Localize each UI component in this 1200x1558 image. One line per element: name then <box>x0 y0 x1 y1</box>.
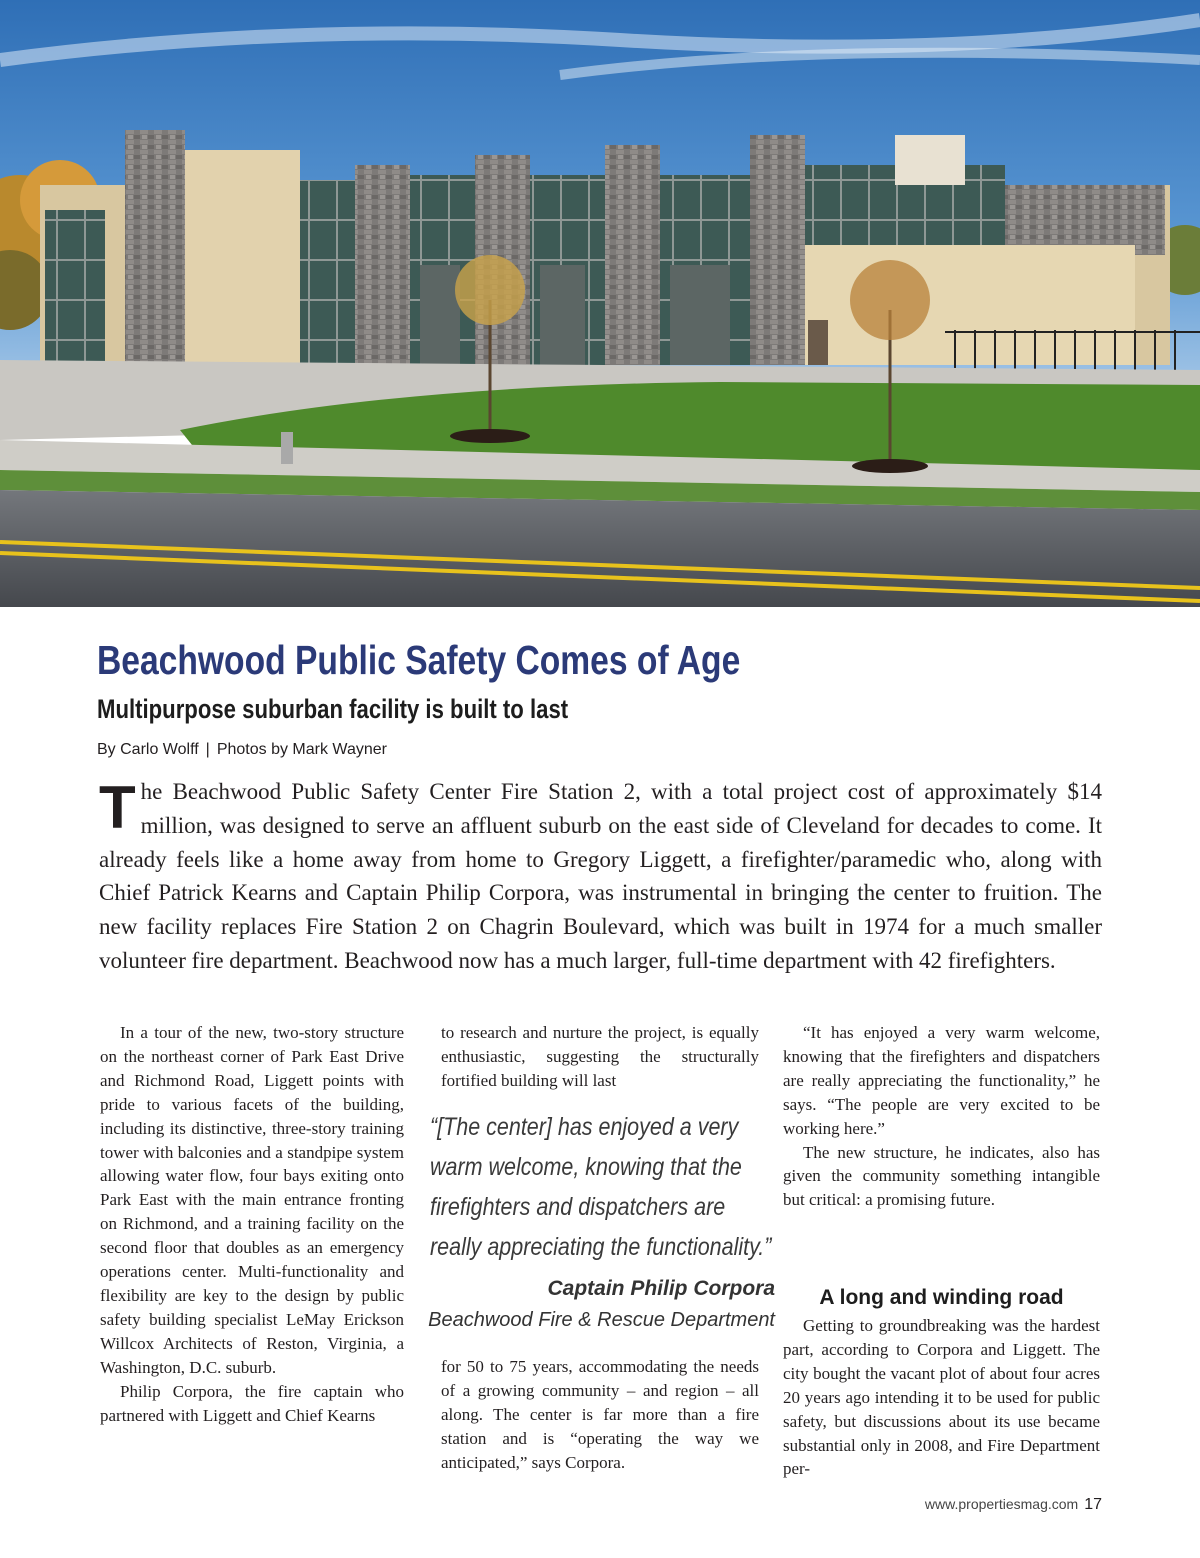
body-paragraph: to research and nurture the project, is equally enthusiastic, suggesting the structurally fortified building will last <box>441 1023 759 1090</box>
column-2-top <box>441 1021 759 1093</box>
column-2-bottom <box>441 1355 759 1475</box>
column-1 <box>100 1021 404 1427</box>
intro-paragraph <box>99 775 1102 978</box>
fire-station-building <box>40 130 1170 365</box>
column-3-bottom <box>783 1284 1100 1481</box>
byline <box>97 739 387 761</box>
body-paragraph: Getting to groundbreaking was the hardest part, according to Corpora and Liggett. The city bought the vacant plot of about four acres 20 years ago intending it to be used for public safety, but discussions about its use became substantial only in 2008, and Fire Department per- <box>783 1316 1100 1479</box>
body-paragraph: “It has enjoyed a very warm welcome, knowing that the firefighters and dispatchers are really appreciating the functionality,” he says. “The people are very excited to be working here.” <box>783 1023 1100 1138</box>
photo-credit: Photos by Mark Wayner <box>216 741 387 758</box>
page-footer <box>925 1494 1102 1515</box>
pull-quote <box>428 1107 775 1331</box>
pull-quote-attribution: Captain Philip Corpora <box>547 1277 775 1300</box>
fire-hydrant <box>281 432 293 464</box>
column-3-top <box>783 1021 1100 1212</box>
footer-website: www.propertiesmag.com <box>924 1496 1079 1512</box>
pull-quote-text: “[The center] has enjoyed a very warm welcome, knowing that the firefighters and dispatchers are really appreciating the functionality.” <box>430 1113 772 1261</box>
byline-separator: | <box>205 741 210 758</box>
section-heading: A long and winding road <box>819 1286 1064 1309</box>
pull-quote-organization: Beachwood Fire & Rescue Department <box>428 1309 775 1331</box>
author-credit: By Carlo Wolff <box>97 741 199 758</box>
intro-text: he Beachwood Public Safety Center Fire Station 2, with a total project cost of approximately $14 million, was designed to serve an affluent suburb on the east side of Cleveland for decades to come. It already feels like a home away from home to Gregory Liggett, a firefighter/paramedic who, along with Chief Patrick Kearns and Captain Philip Corpora, was instrumental in bringing the center to fruition. The new facility replaces Fire Station 2 on Chagrin Boulevard, which was built in 1974 for a much smaller volunteer fire department. Beachwood now has a much larger, full-time department with 42 firefighters. <box>99 779 1102 973</box>
drop-cap: T <box>99 774 136 841</box>
hero-photo <box>0 0 1200 607</box>
article-subtitle: Multipurpose suburban facility is built to last <box>97 694 569 724</box>
page-number: 17 <box>1084 1496 1102 1513</box>
article-title: Beachwood Public Safety Comes of Age <box>97 637 741 683</box>
body-paragraph: The new structure, he indicates, also has given the community something intangible but critical: a promising future. <box>783 1142 1100 1210</box>
body-paragraph: In a tour of the new, two-story structure on the northeast corner of Park East Drive and Richmond Road, Liggett points with pride to various facets of the building, including its distinctive, three-story training tower with balconies and a standpipe system allowing water flow, four bays exiting onto Park East with the main entrance fronting on Richmond, and a training facility on the second floor that doubles as an emergency operations center. Multi-functionality and flexibility are key to the design by public safety building specialist LeMay Erickson Willcox Architects of Reston, Virginia, a Washington, D.C. suburb. <box>100 1023 404 1377</box>
body-paragraph: Philip Corpora, the fire captain who partnered with Liggett and Chief Kearns <box>100 1381 404 1425</box>
body-paragraph: for 50 to 75 years, accommodating the needs of a growing community – and region – all along. The center is far more than a fire station and is “operating the way we anticipated,” says Corpora. <box>441 1357 759 1472</box>
